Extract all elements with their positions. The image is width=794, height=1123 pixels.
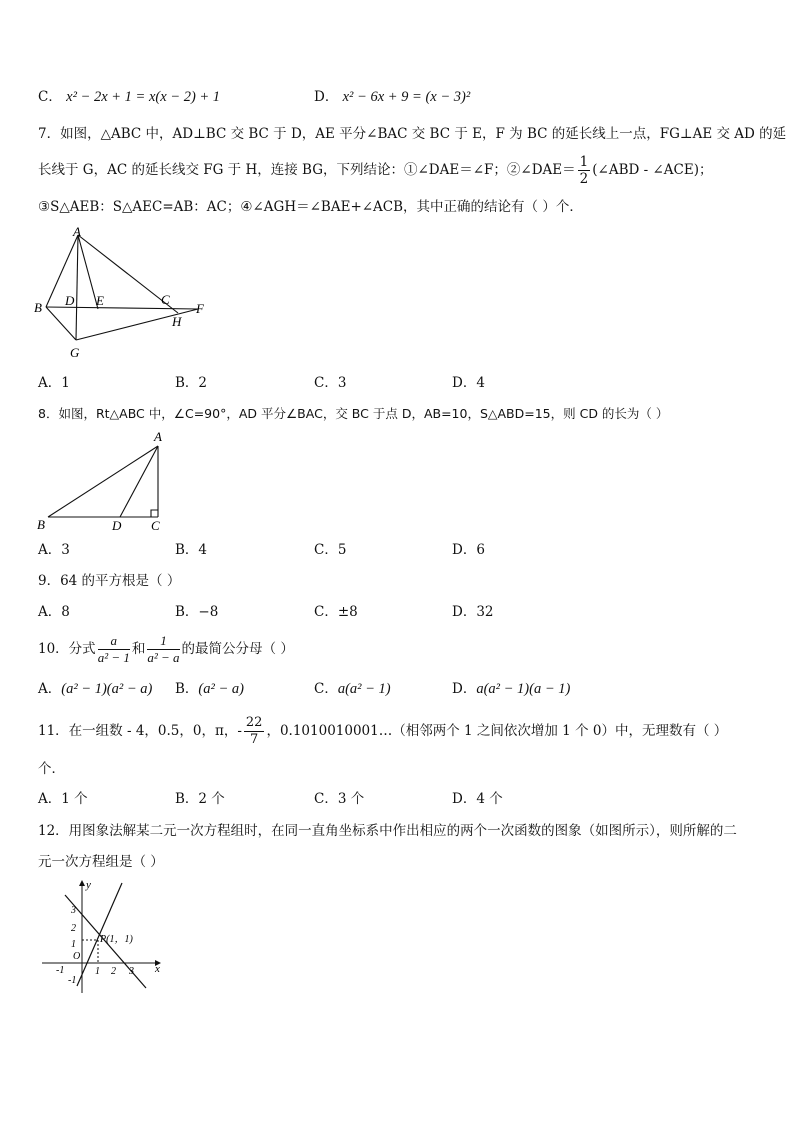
q10-mid: 和: [131, 641, 146, 657]
q10-fraction-2-den: a² − a: [147, 650, 180, 665]
q10-option-c-value: a(a² − 1): [337, 681, 391, 697]
q8-option-c-label: C．: [314, 542, 338, 558]
q8-label-d: D: [112, 518, 122, 533]
q10-stem: [38, 632, 294, 666]
q12-y-tick-3: 3: [71, 905, 76, 916]
q7-option-c-value: 3: [337, 375, 347, 391]
q7-option-a-label: A．: [38, 375, 62, 391]
q7-fraction-den: 2: [579, 171, 589, 187]
q10-option-b-label: B．: [175, 681, 199, 697]
q7-line2-post: (∠ABD - ∠ACE)；: [592, 162, 713, 178]
q11-option-a[interactable]: [38, 790, 88, 808]
q11-post: ，0.1010010001…（相邻两个 1 之间依次增加 1 个 0）中，无理数有（ ）: [266, 723, 728, 739]
q7-option-d-value: 4: [476, 375, 485, 391]
q6-option-c-expr: x² − 2x + 1 = x(x − 2) + 1: [66, 89, 221, 105]
q9-option-c-label: C．: [314, 604, 338, 620]
q10-option-c[interactable]: [314, 680, 391, 698]
q7-option-b[interactable]: [175, 374, 207, 392]
q10-option-a-value: (a² − 1)(a² − a): [61, 681, 153, 697]
q6-option-c[interactable]: [38, 88, 220, 106]
q12-x-tick-2: 2: [111, 966, 116, 977]
q6-option-d-expr: x² − 6x + 9 = (x − 3)²: [342, 89, 471, 105]
q12-x-tick-1: 1: [95, 966, 100, 977]
q11-option-a-label: A．: [38, 791, 62, 807]
q11-option-d-label: D．: [452, 791, 477, 807]
q10-option-d-value: a(a² − 1)(a − 1): [476, 681, 571, 697]
q7-label-d: D: [65, 293, 75, 308]
q11-option-a-value: 1 个: [61, 791, 88, 807]
q8-option-a-value: 3: [61, 542, 70, 558]
q10-option-b[interactable]: [175, 680, 244, 698]
q12-x-label: x: [155, 963, 160, 975]
q11-option-b-label: B．: [175, 791, 199, 807]
q8-option-c[interactable]: [314, 541, 346, 559]
q10-fraction-1-num: a: [98, 633, 130, 650]
q9-option-c[interactable]: [314, 603, 358, 621]
q7-fraction-num: 1: [579, 154, 589, 170]
q10-fraction-1-den: a² − 1: [97, 650, 130, 665]
q12-stem-line2: 元一次方程组是（ ）: [38, 854, 164, 870]
q9-option-c-value: ±8: [337, 604, 358, 620]
q9-option-b-label: B．: [175, 604, 199, 620]
q8-figure: [30, 428, 180, 534]
q7-option-b-label: B．: [175, 375, 199, 391]
q11-pre: 11．在一组数 - 4，0.5，0，π，-: [38, 723, 242, 739]
q7-stem-line3: ③S△AEB：S△AEC=AB：AC；④∠AGH＝∠BAE+∠ACB，其中正确的结论有（ ）个．: [38, 199, 583, 215]
q8-option-c-value: 5: [337, 542, 347, 558]
q8-option-d-label: D．: [452, 542, 477, 558]
q11-fraction: [244, 715, 265, 748]
q7-option-a[interactable]: [38, 374, 70, 392]
q7-option-a-value: 1: [61, 375, 70, 391]
q8-label-a: A: [154, 429, 162, 444]
q9-option-b-value: −8: [198, 604, 219, 620]
q8-option-a[interactable]: [38, 541, 70, 559]
q7-option-c-label: C．: [314, 375, 338, 391]
q7-option-c[interactable]: [314, 374, 346, 392]
q7-option-d[interactable]: [452, 374, 485, 392]
q6-option-d[interactable]: [314, 88, 470, 106]
q11-fraction-den: 7: [250, 732, 259, 747]
q10-option-a[interactable]: [38, 680, 152, 698]
q12-y-tick-2: 2: [71, 923, 76, 934]
q12-stem-line1: 12．用图象法解某二元一次方程组时，在同一直角坐标系中作出相应的两个一次函数的图象（如图所示），则所解的二: [38, 823, 737, 839]
q6-option-c-label: C．: [38, 89, 62, 105]
q12-y-tick-neg1: -1: [68, 975, 77, 986]
q7-label-f: F: [196, 301, 204, 316]
q10-option-d[interactable]: [452, 680, 570, 698]
q9-option-d-value: 32: [476, 604, 494, 620]
q9-option-d-label: D．: [452, 604, 477, 620]
q8-label-c: C: [151, 518, 160, 533]
q9-option-b[interactable]: [175, 603, 218, 621]
q12-graph: [36, 875, 166, 1000]
q8-option-a-label: A．: [38, 542, 62, 558]
q7-option-b-value: 2: [198, 375, 208, 391]
q11-option-b[interactable]: [175, 790, 225, 808]
q11-option-b-value: 2 个: [198, 791, 225, 807]
q10-post: 的最简公分母（ ）: [181, 641, 294, 657]
q8-label-b: B: [37, 517, 45, 532]
q10-option-a-label: A．: [38, 681, 62, 697]
q11-stem-line2: 个．: [38, 761, 65, 777]
q11-option-c-value: 3 个: [337, 791, 365, 807]
q7-stem-line1: 7．如图，△ABC 中，AD⊥BC 交 BC 于 D，AE 平分∠BAC 交 BC 于 E，F 为 BC 的延长线上一点，FG⊥AE 交 AD 的延: [38, 126, 787, 142]
q7-label-c: C: [161, 292, 170, 307]
q11-option-c-label: C．: [314, 791, 338, 807]
q7-option-d-label: D．: [452, 375, 477, 391]
q10-option-d-label: D．: [452, 681, 477, 697]
q10-fraction-2-num: 1: [147, 633, 179, 650]
q8-option-b-value: 4: [198, 542, 208, 558]
q8-option-b-label: B．: [175, 542, 199, 558]
q11-option-c[interactable]: [314, 790, 364, 808]
q12-x-tick-3: 3: [129, 966, 134, 977]
q12-y-tick-1: 1: [71, 939, 76, 950]
q9-stem: 9．64 的平方根是（ ）: [38, 573, 181, 589]
q9-option-d[interactable]: [452, 603, 494, 621]
q7-label-h: H: [172, 314, 182, 329]
q10-fraction-2: [147, 633, 179, 666]
q7-label-g: G: [70, 345, 80, 360]
q10-option-b-value: (a² − a): [198, 681, 244, 697]
q11-option-d[interactable]: [452, 790, 503, 808]
q8-option-d[interactable]: [452, 541, 485, 559]
q8-stem: 8．如图，Rt△ABC 中，∠C=90°，AD 平分∠BAC，交 BC 于点 D，AB=10，S△ABD=15，则 CD 的长为（ ）: [38, 406, 669, 421]
q11-option-d-value: 4 个: [476, 791, 503, 807]
q11-stem-line1: [38, 714, 727, 748]
q11-fraction-num: 22: [245, 715, 263, 730]
q7-line2-pre: 长线于 G，AC 的延长线交 FG 于 H，连接 BG，下列结论：①∠DAE＝∠F；②∠DAE＝: [38, 162, 576, 178]
q10-option-c-label: C．: [314, 681, 338, 697]
q12-origin-label: O: [73, 951, 81, 962]
q7-label-b: B: [34, 300, 42, 315]
q7-fraction: [578, 154, 591, 187]
q8-option-b[interactable]: [175, 541, 207, 559]
q7-label-e: E: [96, 293, 104, 308]
q10-fraction-1: [98, 633, 130, 666]
q7-label-a: A: [73, 225, 81, 239]
q12-y-label: y: [86, 879, 91, 891]
q12-point-label: P(1，1): [100, 934, 133, 945]
q8-option-d-value: 6: [476, 542, 485, 558]
q9-option-a-value: 8: [61, 604, 70, 620]
q10-pre: 10．分式: [38, 641, 96, 657]
q9-option-a-label: A．: [38, 604, 62, 620]
q12-x-tick-neg1: -1: [56, 965, 65, 976]
q6-option-d-label: D．: [314, 89, 339, 105]
q7-stem-line2: [38, 154, 712, 187]
q7-figure: [30, 225, 220, 365]
q9-option-a[interactable]: [38, 603, 70, 621]
